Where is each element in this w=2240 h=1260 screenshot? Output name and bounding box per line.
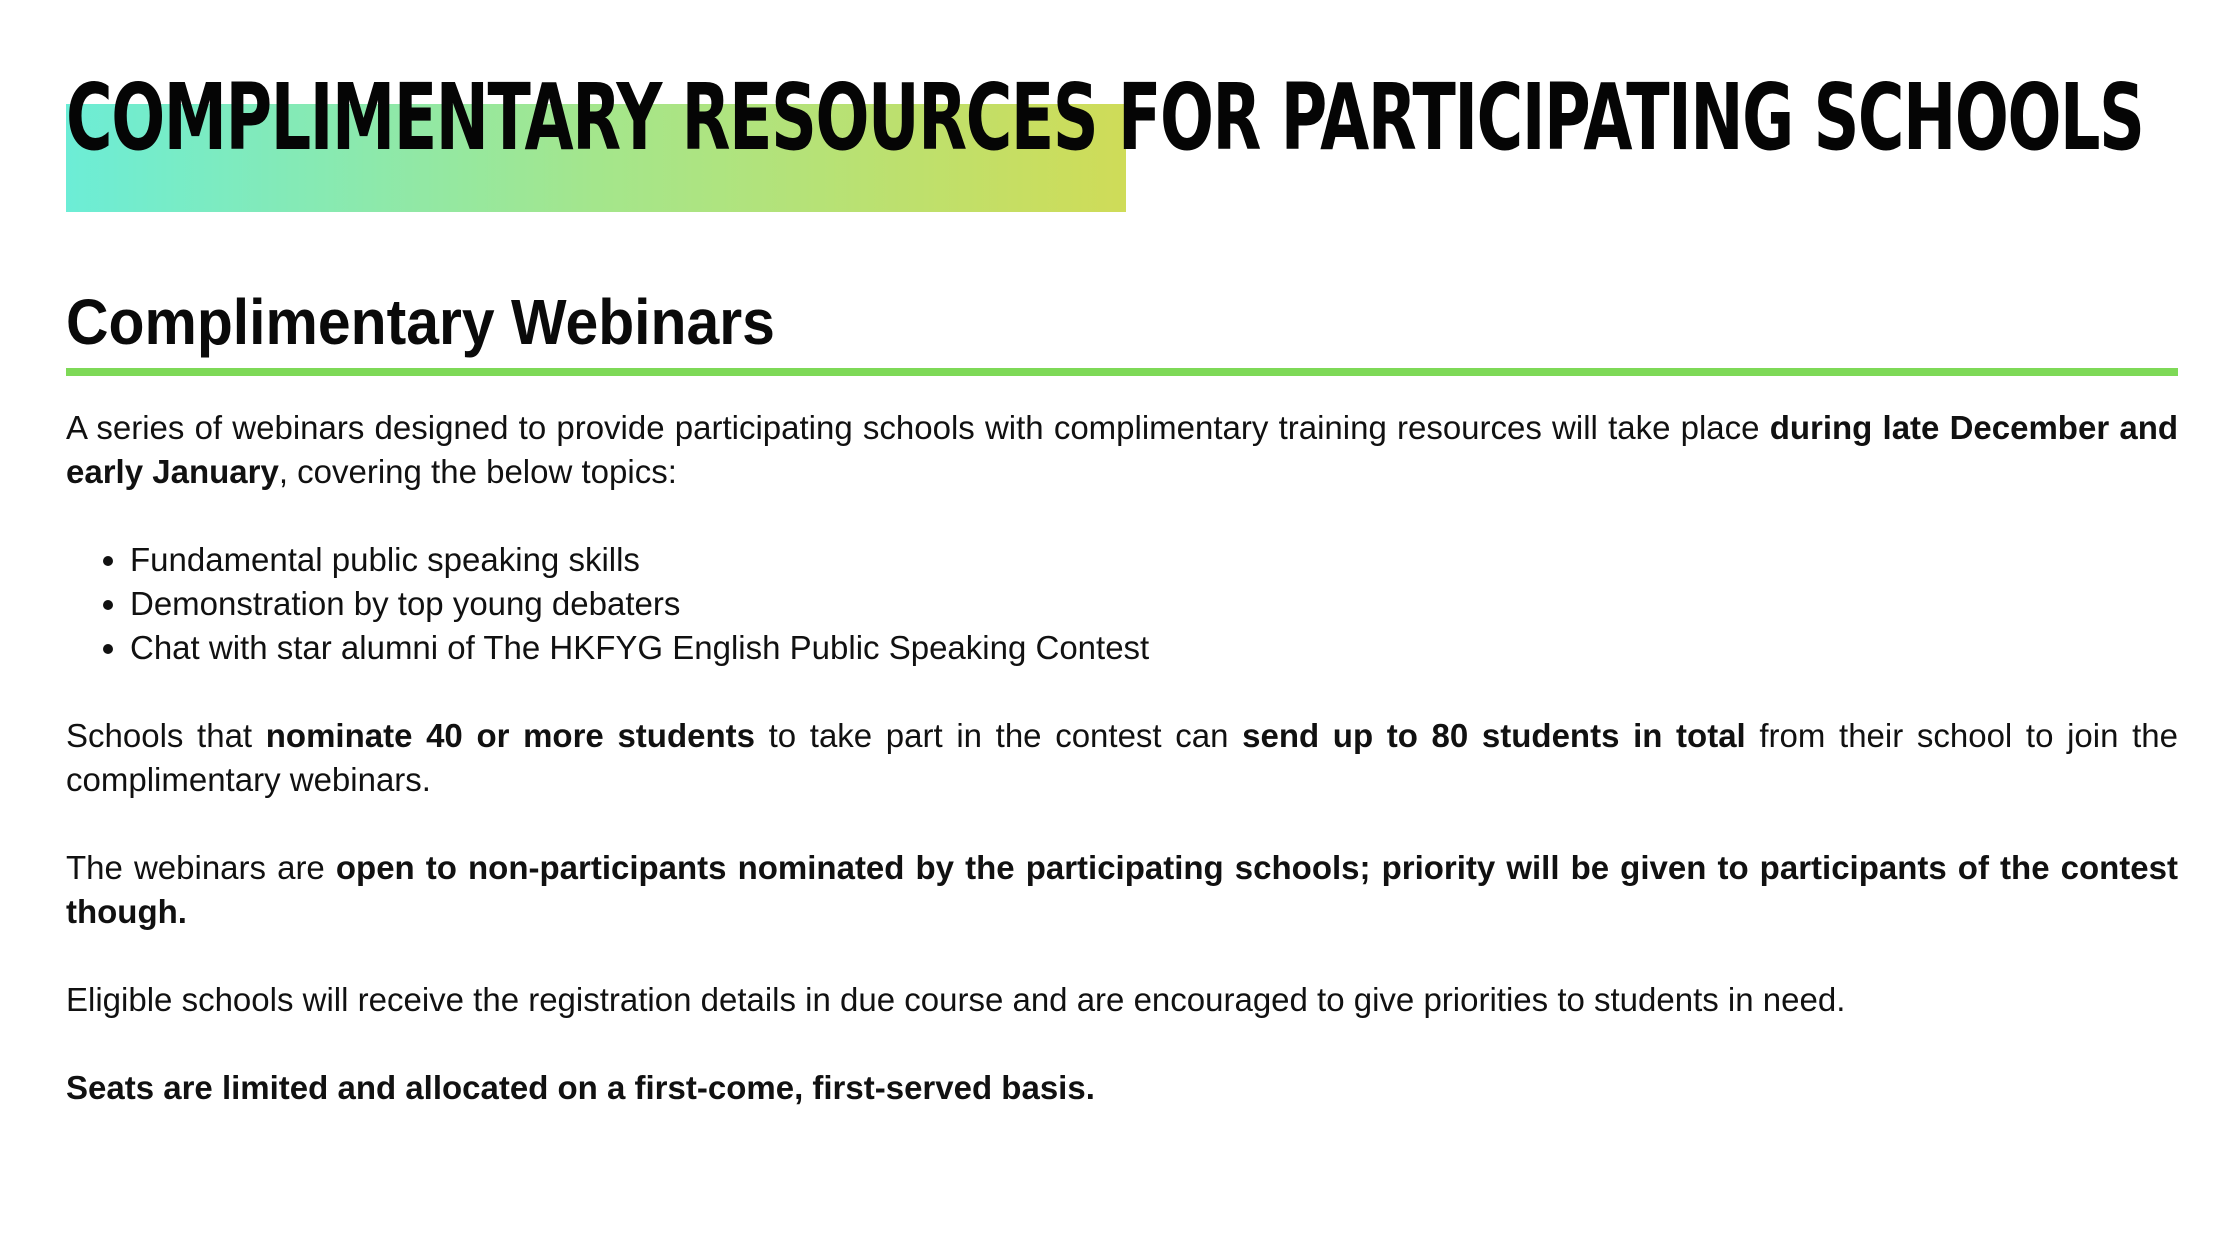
intro-bold-dates: during late December and early January — [66, 409, 2179, 490]
section-title: Complimentary Webinars — [66, 286, 775, 358]
intro-paragraph — [66, 406, 2178, 494]
intro-text-1: A series of webinars designed to provide participating schools with complimentary training resources will take place — [66, 409, 1770, 446]
nomination-text-1: Schools that — [66, 717, 266, 754]
nomination-bold-2: send up to 80 students in total — [1242, 717, 1746, 754]
nomination-text-2: to take part in the contest can — [754, 717, 1243, 754]
nomination-text-3: from their school to join the complimentary webinars. — [66, 717, 2178, 798]
intro-text-2: , covering the below topics: — [278, 453, 677, 490]
seats-bold: Seats are limited and allocated on a first-come, first-served basis. — [66, 1069, 1095, 1106]
title-block — [66, 64, 2178, 218]
page-title: COMPLIMENTARY RESOURCES FOR PARTICIPATING SCHOOLS — [66, 64, 2144, 171]
non-participants-text: The webinars are — [66, 849, 336, 886]
list-item: • Fundamental public speaking skills — [130, 538, 2178, 582]
body-content — [66, 406, 2178, 1154]
registration-paragraph: Eligible schools will receive the registration details in due course and are encouraged to give priorities to students in need. — [66, 981, 1846, 1018]
seats-paragraph — [66, 1066, 2178, 1110]
list-item: • Demonstration by top young debaters — [130, 582, 2178, 626]
nomination-paragraph — [66, 714, 2178, 802]
topic-list — [66, 538, 2178, 670]
non-participants-bold: open to non-participants nominated by the participating schools; priority will be given to participants of the contest though. — [66, 849, 2178, 930]
non-participants-paragraph — [66, 846, 2178, 934]
list-item: • Chat with star alumni of The HKFYG English Public Speaking Contest — [130, 626, 2178, 670]
section-divider — [66, 368, 2178, 376]
nomination-bold-1: nominate 40 or more students — [265, 717, 755, 754]
document-page — [66, 0, 2178, 1260]
